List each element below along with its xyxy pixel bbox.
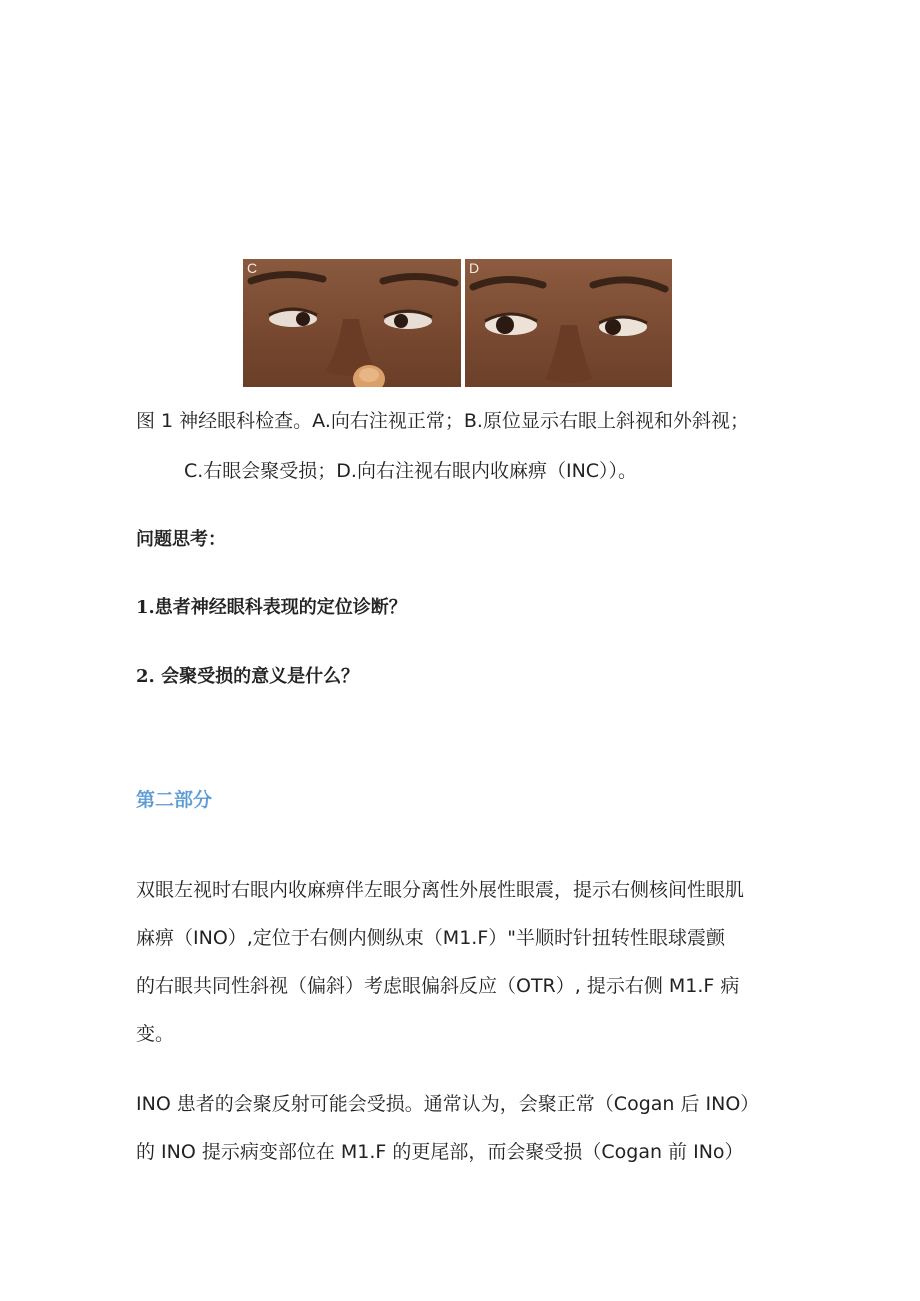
panel-label-c: C xyxy=(247,260,258,276)
questions-heading: 问题思考： xyxy=(136,529,226,550)
question-1-text: 患者神经眼科表现的定位诊断？ xyxy=(154,597,407,618)
section-title: 第二部分 xyxy=(136,789,213,811)
question-2-number: 2. xyxy=(136,666,155,687)
figure-caption-line-2: C.右眼会聚受损；D.向右注视右眼内收麻痹（INC））。 xyxy=(184,460,638,482)
paragraph-1-line-2: 麻痹（INO）,定位于右侧内侧纵束（M1.F）"半顺时针扭转性眼球震颤 xyxy=(136,927,726,949)
question-1 xyxy=(136,597,407,619)
panel-label-d: D xyxy=(469,260,480,276)
paragraph-2-line-2: 的 INO 提示病变部位在 M1.F 的更尾部，而会聚受损（Cogan 前 INo） xyxy=(136,1141,744,1163)
paragraph-1-line-4: 变。 xyxy=(136,1023,175,1045)
photo-panel-c xyxy=(243,259,461,387)
face-photo-d xyxy=(465,259,672,387)
question-2-text: 会聚受损的意义是什么？ xyxy=(154,666,360,687)
paragraph-1-line-1: 双眼左视时右眼内收麻痹伴左眼分离性外展性眼震，提示右侧核间性眼肌 xyxy=(136,879,745,901)
photo-panel-d xyxy=(465,259,672,387)
paragraph-2-line-1: INO 患者的会聚反射可能会受损。通常认为，会聚正常（Cogan 后 INO） xyxy=(136,1093,760,1115)
question-1-number: 1. xyxy=(136,597,155,618)
eye-exam-figure xyxy=(243,259,672,387)
face-photo-c xyxy=(243,259,461,387)
question-2 xyxy=(136,666,359,688)
figure-caption-line-1: 图 1 神经眼科检查。A.向右注视正常；B.原位显示右眼上斜视和外斜视； xyxy=(136,410,749,432)
paragraph-1-line-3: 的右眼共同性斜视（偏斜）考虑眼偏斜反应（OTR）, 提示右侧 M1.F 病 xyxy=(136,975,740,997)
